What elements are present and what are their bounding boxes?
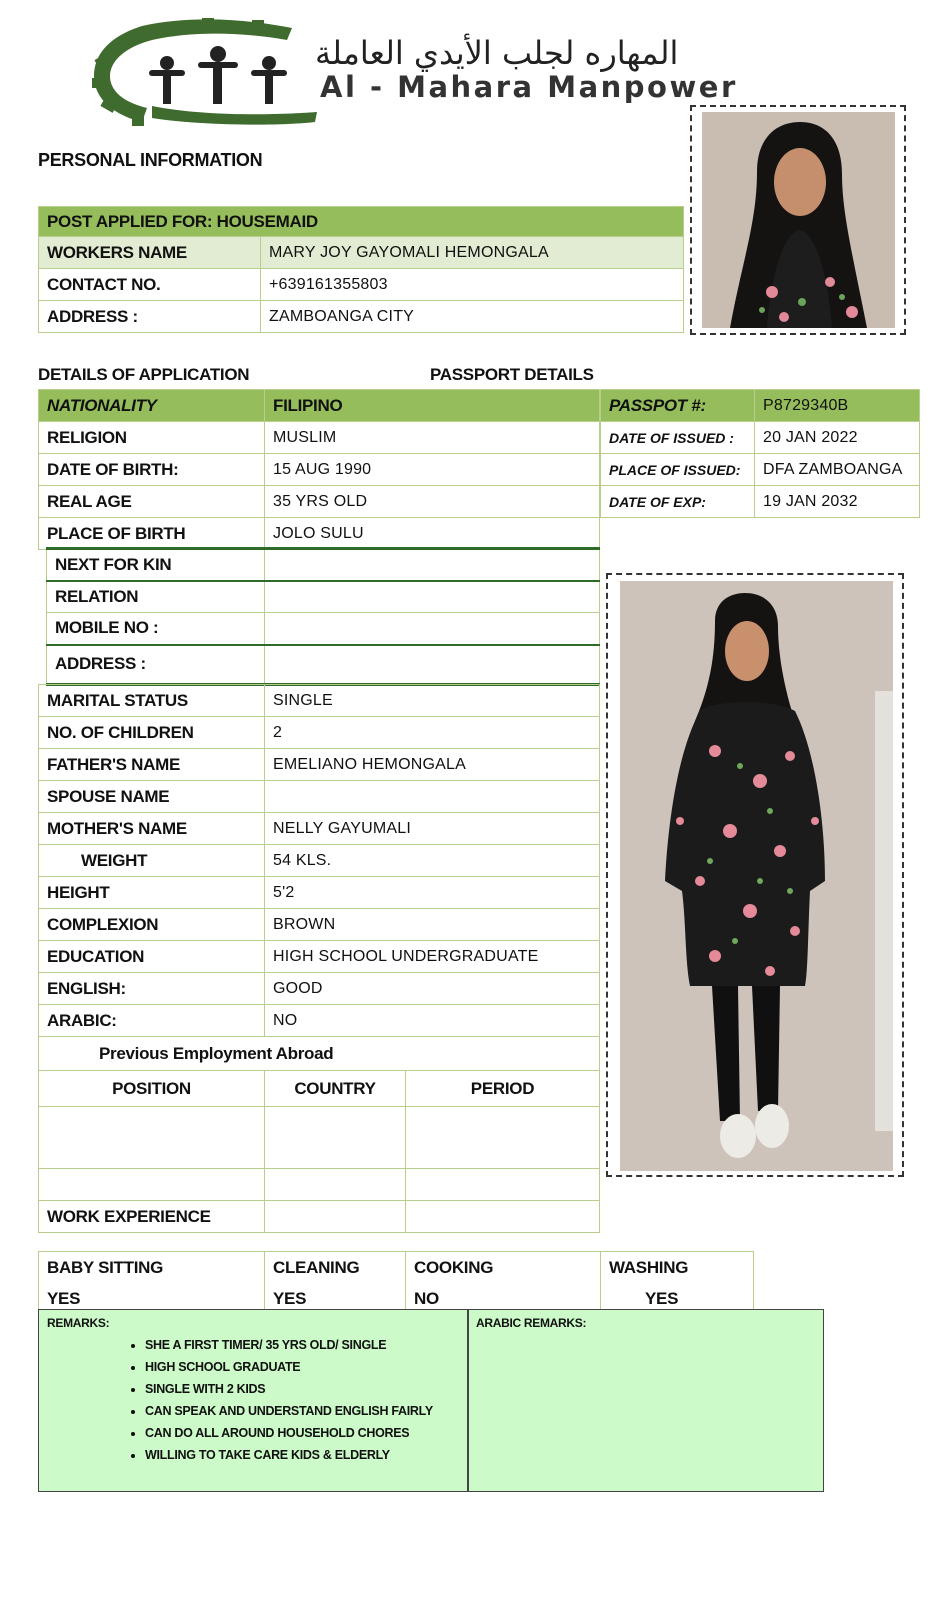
kin-mobile-label: MOBILE NO : <box>47 613 265 645</box>
education-value: HIGH SCHOOL UNDERGRADUATE <box>265 941 600 973</box>
passport-exp-label: DATE OF EXP: <box>601 486 755 518</box>
washing-label: WASHING <box>601 1252 754 1284</box>
section-details-of-application: DETAILS OF APPLICATION <box>38 365 250 384</box>
logo-arabic-name: المهاره لجلب الأيدي العاملة <box>315 34 679 72</box>
section-passport-details: PASSPORT DETAILS <box>430 365 594 384</box>
period-cell <box>406 1107 600 1169</box>
address-value: ZAMBOANGA CITY <box>261 301 684 333</box>
english-value: GOOD <box>265 973 600 1005</box>
kin-address-label: ADDRESS : <box>47 645 265 685</box>
work-experience-cell <box>265 1201 406 1233</box>
next-of-kin-table <box>46 547 600 686</box>
work-experience-label: WORK EXPERIENCE <box>39 1201 265 1233</box>
kin-value <box>265 549 600 581</box>
contact-value: +639161355803 <box>261 269 684 301</box>
age-label: REAL AGE <box>39 486 265 518</box>
arabic-label: ARABIC: <box>39 1005 265 1037</box>
remarks-box <box>38 1309 824 1492</box>
passport-table <box>600 389 920 518</box>
remarks-label: REMARKS: <box>47 1316 110 1330</box>
marital-value: SINGLE <box>265 685 600 717</box>
cleaning-value: YES <box>265 1284 406 1316</box>
passport-number-label: PASSPOT #: <box>601 390 755 422</box>
remark-item: • CAN DO ALL AROUND HOUSEHOLD CHORES <box>145 1422 433 1444</box>
kin-label: NEXT FOR KIN <box>47 549 265 581</box>
remark-item: • SINGLE WITH 2 KIDS <box>145 1378 433 1400</box>
personal-info-table <box>38 206 684 333</box>
period-cell <box>406 1169 600 1201</box>
nationality-label: NATIONALITY <box>39 390 265 422</box>
skills-table <box>38 1251 754 1316</box>
contact-label: CONTACT NO. <box>39 269 261 301</box>
passport-issued-value: 20 JAN 2022 <box>755 422 920 454</box>
height-value: 5'2 <box>265 877 600 909</box>
spouse-value <box>265 781 600 813</box>
baby-sitting-label: BABY SITTING <box>39 1252 265 1284</box>
children-label: NO. OF CHILDREN <box>39 717 265 749</box>
kin-mobile-value <box>265 613 600 645</box>
passport-issued-label: DATE OF ISSUED : <box>601 422 755 454</box>
passport-place-value: DFA ZAMBOANGA <box>755 454 920 486</box>
dob-label: DATE OF BIRTH: <box>39 454 265 486</box>
weight-label: WEIGHT <box>39 845 265 877</box>
passport-exp-value: 19 JAN 2032 <box>755 486 920 518</box>
remarks-divider <box>467 1310 469 1491</box>
position-header: POSITION <box>39 1071 265 1107</box>
mother-value: NELLY GAYUMALI <box>265 813 600 845</box>
complexion-label: COMPLEXION <box>39 909 265 941</box>
pob-value: JOLO SULU <box>265 518 600 550</box>
remarks-list <box>145 1334 433 1466</box>
post-applied: POST APPLIED FOR: HOUSEMAID <box>39 207 684 237</box>
country-header: COUNTRY <box>265 1071 406 1107</box>
country-cell <box>265 1169 406 1201</box>
complexion-value: BROWN <box>265 909 600 941</box>
headshot-photo-frame <box>690 105 906 335</box>
weight-value: 54 KLS. <box>265 845 600 877</box>
height-label: HEIGHT <box>39 877 265 909</box>
remark-item: • HIGH SCHOOL GRADUATE <box>145 1356 433 1378</box>
english-label: ENGLISH: <box>39 973 265 1005</box>
father-label: FATHER'S NAME <box>39 749 265 781</box>
position-cell <box>39 1169 265 1201</box>
cleaning-label: CLEANING <box>265 1252 406 1284</box>
details-table <box>38 389 600 550</box>
remark-item: • SHE A FIRST TIMER/ 35 YRS OLD/ SINGLE <box>145 1334 433 1356</box>
arabic-remarks-label: ARABIC REMARKS: <box>476 1316 587 1330</box>
headshot-photo <box>702 112 895 328</box>
mother-label: MOTHER'S NAME <box>39 813 265 845</box>
relation-value <box>265 581 600 613</box>
cooking-value: NO <box>406 1284 601 1316</box>
employment-table <box>38 1036 600 1233</box>
logo-english-name: Al - Mahara Manpower <box>320 70 738 104</box>
education-label: EDUCATION <box>39 941 265 973</box>
section-personal-information: PERSONAL INFORMATION <box>38 150 263 170</box>
religion-value: MUSLIM <box>265 422 600 454</box>
remark-item: • CAN SPEAK AND UNDERSTAND ENGLISH FAIRLY <box>145 1400 433 1422</box>
children-value: 2 <box>265 717 600 749</box>
position-cell <box>39 1107 265 1169</box>
spouse-label: SPOUSE NAME <box>39 781 265 813</box>
arabic-value: NO <box>265 1005 600 1037</box>
period-header: PERIOD <box>406 1071 600 1107</box>
workers-name-value: MARY JOY GAYOMALI HEMONGALA <box>261 237 684 269</box>
religion-label: RELIGION <box>39 422 265 454</box>
profile-table <box>38 684 600 1037</box>
passport-place-label: PLACE OF ISSUED: <box>601 454 755 486</box>
kin-address-value <box>265 645 600 685</box>
employment-title: Previous Employment Abroad <box>39 1037 600 1071</box>
nationality-value: FILIPINO <box>265 390 600 422</box>
washing-value: YES <box>601 1284 754 1316</box>
relation-label: RELATION <box>47 581 265 613</box>
baby-sitting-value: YES <box>39 1284 265 1316</box>
marital-label: MARITAL STATUS <box>39 685 265 717</box>
workers-name-label: WORKERS NAME <box>39 237 261 269</box>
full-body-photo-frame <box>606 573 904 1177</box>
country-cell <box>265 1107 406 1169</box>
remark-item: • WILLING TO TAKE CARE KIDS & ELDERLY <box>145 1444 433 1466</box>
cooking-label: COOKING <box>406 1252 601 1284</box>
pob-label: PLACE OF BIRTH <box>39 518 265 550</box>
address-label: ADDRESS : <box>39 301 261 333</box>
dob-value: 15 AUG 1990 <box>265 454 600 486</box>
passport-number-value: P8729340B <box>755 390 920 422</box>
full-body-photo <box>620 581 893 1171</box>
age-value: 35 YRS OLD <box>265 486 600 518</box>
father-value: EMELIANO HEMONGALA <box>265 749 600 781</box>
work-experience-cell <box>406 1201 600 1233</box>
